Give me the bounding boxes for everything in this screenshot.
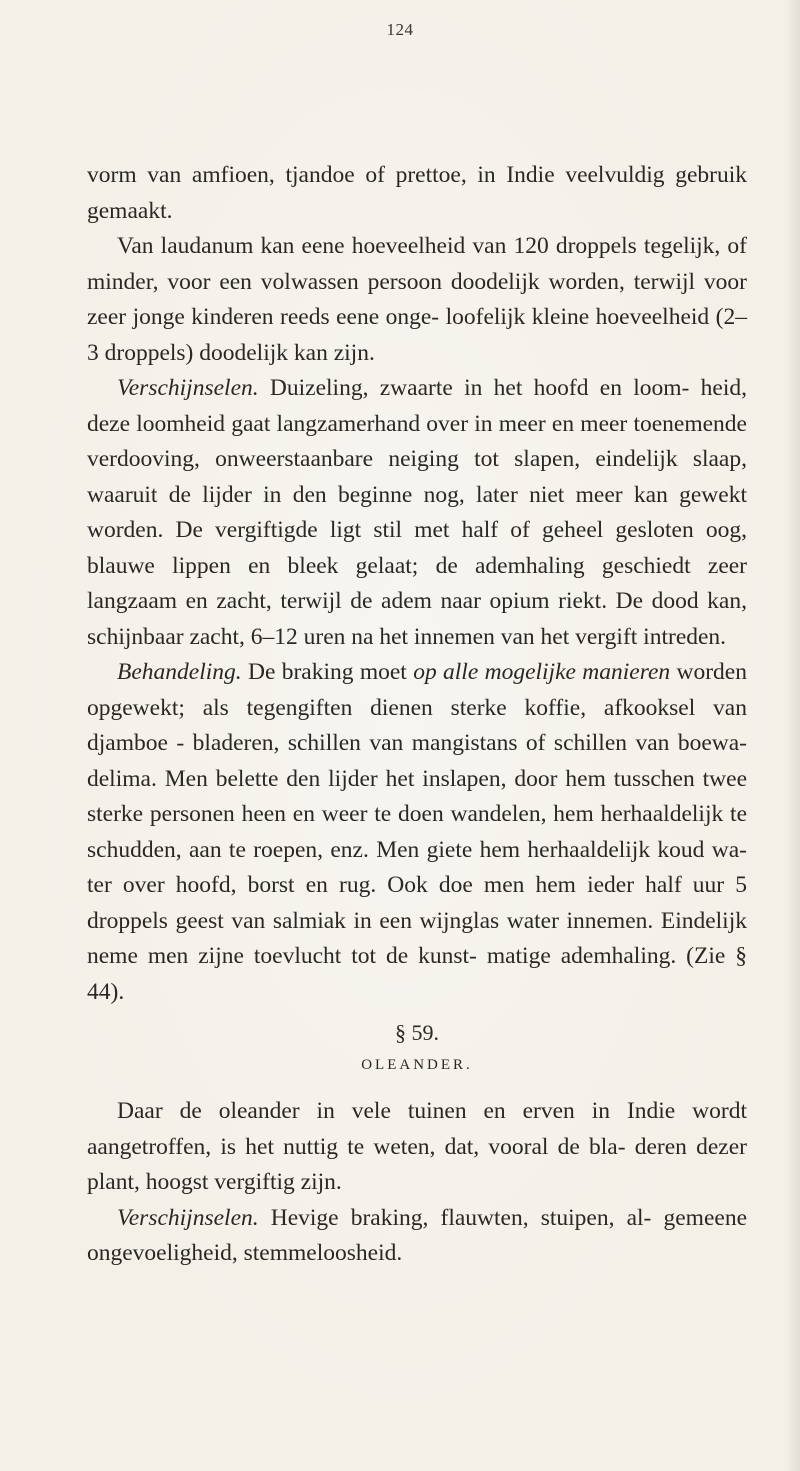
- paragraph-text: vorm van amfioen, tjandoe of prettoe, in Indie veelvuldig gebruik gemaakt.: [87, 162, 747, 224]
- paragraph: [87, 229, 747, 371]
- paragraph: [87, 158, 747, 229]
- paragraph-text: De braking moet: [241, 659, 414, 685]
- paragraph-lead: Behandeling.: [117, 659, 242, 685]
- paragraph-text: Daar de oleander in vele tuinen en erven in Indie wordt aangetroffen, is het nuttig te weten, dat, vooral de bla- deren dezer plant, hoogst vergiftig zijn.: [87, 1098, 747, 1195]
- paragraph-lead: Verschijnselen.: [117, 375, 259, 401]
- paragraph-text: worden opgewekt; als tegengiften dienen sterke koffie, afkooksel van djamboe - bladeren, schillen van mangistans of schillen van boewa-delima. Men belette den lijder het inslapen, door hem tusschen twee sterke personen heen en weer te doen wandelen, hem herhaaldelijk te schudden, aan te roepen, enz. Men giete hem herhaaldelijk koud wa- ter over hoofd, borst en rug. Ook doe men hem ieder half uur 5 droppels geest van salmiak in een wijnglas water innemen. Eindelijk neme men zijne toevlucht tot de kunst- matige ademhaling. (Zie § 44).: [87, 659, 747, 1005]
- paragraph-text: Hevige braking, flauwten, stuipen, al- gemeene ongevoeligheid, stemmeloosheid.: [87, 1204, 747, 1266]
- page-number: 124: [386, 20, 414, 39]
- section-marker: § 59.: [395, 1020, 439, 1045]
- paragraph-lead: Verschijnselen.: [117, 1204, 259, 1231]
- page-edge-shadow: [786, 0, 800, 1471]
- paragraph: [87, 371, 747, 655]
- paragraph: [87, 1201, 747, 1272]
- body-text: [87, 158, 747, 1272]
- section-title: OLEANDER.: [361, 1057, 473, 1073]
- paragraph-text: Duizeling, zwaarte in het hoofd en loom- heid, deze loomheid gaat langzamerhand over in meer en meer toenemende verdooving, onweerstaanbare neiging tot slapen, eindelijk slaap, waaruit de lijder in den beginne nog, later niet meer kan gewekt worden. De vergiftigde ligt stil met half of geheel gesloten oog, blauwe lippen en bleek gelaat; de ademhaling geschiedt zeer langzaam en zacht, terwijl de adem naar opium riekt. De dood kan, schijnbaar zacht, 6–12 uren na het innemen van het vergift intreden.: [87, 375, 747, 650]
- paragraph-emphasis: op alle mogelijke manieren: [413, 659, 671, 685]
- paragraph-text: Van laudanum kan eene hoeveelheid van 120 droppels tegelijk, of minder, voor een volwassen persoon doodelijk worden, terwijl voor zeer jonge kinderen reeds eene onge- loofelijk kleine hoeveelheid (2–3 droppels) doodelijk kan zijn.: [87, 233, 747, 366]
- paragraph: [87, 655, 747, 1010]
- paragraph: [87, 1094, 747, 1201]
